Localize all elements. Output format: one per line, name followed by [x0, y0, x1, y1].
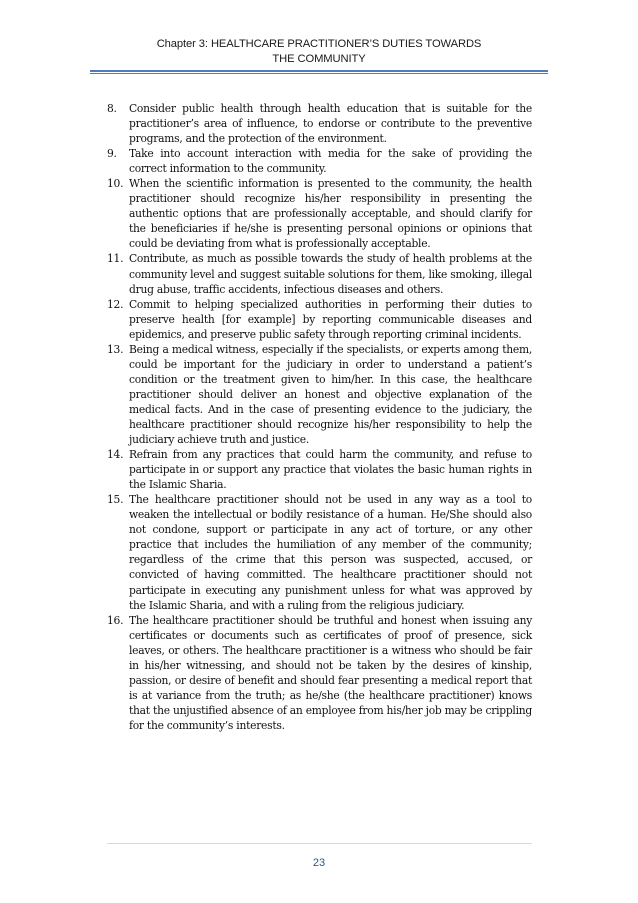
chapter-header-line2: THE COMMUNITY: [272, 53, 366, 65]
chapter-header-line1: Chapter 3: HEALTHCARE PRACTITIONER’S DUTIES TOWARDS: [156, 38, 482, 50]
list-item: [107, 613, 532, 733]
item-text: Commit to helping specialized authorities in performing their duties to preserve health [for example] by reporting communicable diseases and epidemics, and preserve public safety through reporting criminal incidents.: [129, 297, 532, 341]
duties-list: [107, 101, 532, 733]
chapter-header: [90, 37, 548, 67]
footer-rule: [107, 843, 532, 844]
list-item: [107, 492, 532, 612]
list-item: [107, 251, 532, 296]
item-text: Contribute, as much as possible towards the study of health problems at the community level and suggest suitable solutions for them, like smoking, illegal drug abuse, traffic accidents, infectious diseases and others.: [129, 252, 532, 296]
item-number: 11.: [107, 252, 124, 266]
item-number: 14.: [107, 448, 124, 462]
item-text: Being a medical witness, especially if the specialists, or experts among them, could be important for the judiciary in order to understand a patient’s condition or the treatment given to him/her. In this case, the healthcare practitioner should deliver an honest and objective explanation of the medical facts. And in the case of presenting evidence to the judiciary, the healthcare practitioner should recognize his/her responsibility to help the judiciary achieve truth and justice.: [129, 342, 532, 447]
item-text: Consider public health through health education that is suitable for the practitioner’s area of influence, to endorse or contribute to the preventive programs, and the protection of the environment.: [129, 102, 532, 146]
item-text: When the scientific information is presented to the community, the health practitioner should recognize his/her responsibility in presenting the authentic options that are professionally acceptable, and should clarify for the beneficiaries if he/she is presenting personal opinions or opinions that could be deviating from what is professionally acceptable.: [129, 177, 532, 251]
item-number: 9.: [107, 147, 117, 161]
page-number: 23: [312, 857, 326, 869]
item-text: The healthcare practitioner should be truthful and honest when issuing any certificates or documents such as certificates of proof of presence, sick leaves, or others. The healthcare practitioner is a witness who should be fair in his/her witnessing, and should not be taken by the desires of kinship, passion, or desire of benefit and should fear presenting a medical report that is at variance from the truth; as he/she (the healthcare practitioner) knows that the unjustified absence of an employee from his/her job may be crippling for the community’s interests.: [129, 613, 532, 732]
header-rule: [90, 70, 548, 74]
list-item: [107, 342, 532, 447]
list-item: [107, 101, 532, 146]
item-number: 15.: [107, 493, 124, 507]
item-number: 8.: [107, 102, 117, 115]
list-item: [107, 146, 532, 176]
item-text: The healthcare practitioner should not be used in any way as a tool to weaken the intellectual or bodily resistance of a human. He/She should also not condone, support or participate in any act of torture, or any other practice that includes the humiliation of any member of the community; regardless of the crime that this person was suspected, accused, or convicted of having committed. The healthcare practitioner should not participate in executing any punishment unless for what was approved by the Islamic Sharia, and with a ruling from the religious judiciary.: [129, 493, 532, 612]
item-number: 10.: [107, 177, 124, 191]
item-text: Refrain from any practices that could harm the community, and refuse to participate in or support any practice that violates the basic human rights in the Islamic Sharia.: [129, 448, 532, 492]
item-number: 16.: [107, 613, 124, 627]
item-text: Take into account interaction with media for the sake of providing the correct information to the community.: [129, 147, 532, 176]
item-number: 13.: [107, 342, 124, 356]
list-item: [107, 297, 532, 342]
list-item: [107, 447, 532, 492]
list-item: [107, 176, 532, 251]
item-number: 12.: [107, 297, 124, 311]
